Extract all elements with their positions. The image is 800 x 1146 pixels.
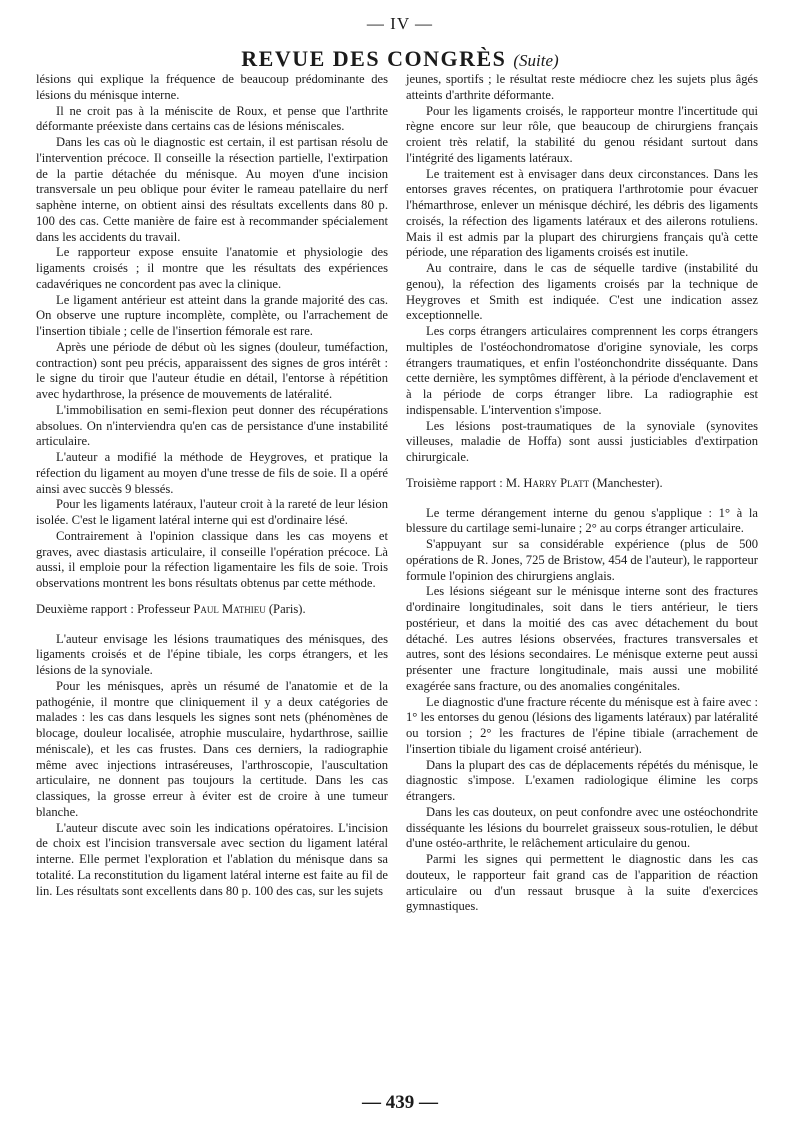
running-head-suffix: (Suite) bbox=[513, 51, 559, 70]
reporter-name: Harry Platt bbox=[523, 475, 590, 490]
reporter-city: (Manchester). bbox=[589, 475, 663, 490]
paragraph: L'immobilisation en semi-flexion peut donner des récupérations absolues. On n'interviendra qu'en cas de persistance d'une instabilité articulaire. bbox=[36, 402, 388, 449]
paragraph: Les lésions siégeant sur le ménisque interne sont des fractures d'ordinaire longitudinales, soit dans le tiers antérieur, le tiers postérieur, et dans la moitié des cas avec détachement du bout détaché. Les autres lésions observées, fractures transversales et autres, sont des lésions secondaires. Le ménisque externe peut aussi présenter une fracture longitudinale, mais aussi une mobilité exagérée sans fracture, ou des anomalies congénitales. bbox=[406, 584, 758, 693]
reporter-name: Paul Mathieu bbox=[193, 601, 266, 616]
paragraph: Pour les ligaments croisés, le rapporteur montre l'incertitude qui règne encore sur leur rôle, que beaucoup de chirurgiens français croient très relatif, la stabilité du genou résidant surtout dans l'intégrité des ligaments latéraux. bbox=[406, 103, 758, 165]
paragraph: Le terme dérangement interne du genou s'applique : 1° à la blessure du cartilage semi-lunaire ; 2° au corps étranger articulaire. bbox=[406, 505, 758, 536]
page-number: — 439 — bbox=[362, 1092, 438, 1113]
paragraph: Il ne croit pas à la méniscite de Roux, et pense que l'arthrite déformante préexiste dans certains cas de lésions méniscales. bbox=[36, 103, 388, 134]
report-heading-prefix: Deuxième rapport : Professeur bbox=[36, 601, 194, 616]
paragraph: Les lésions post-traumatiques de la synoviale (synovites villeuses, maladie de Hoffa) sont aussi justiciables d'extirpation chirurgicale. bbox=[406, 418, 758, 464]
paragraph: L'auteur a modifié la méthode de Heygroves, et pratique la réfection du ligament au moyen d'une tresse de fils de soie. Il a opéré ainsi avec succès 9 blessés. bbox=[36, 450, 388, 496]
paragraph: Les corps étrangers articulaires comprennent les corps étrangers multiples de l'ostéochondromatose d'origine synoviale, les corps étrangers traumatiques, et enfin l'ostéonchondrite disséquante. Dans cette dernière, les symptômes diffèrent, à la période d'enclavement et à la période de corps étranger libre. La radiographie est indispensable. L'intervention s'impose. bbox=[406, 324, 758, 417]
paragraph: jeunes, sportifs ; le résultat reste médiocre chez les sujets plus âgés atteints d'arthrite déformante. bbox=[406, 72, 758, 102]
running-head-title: REVUE DES CONGRÈS bbox=[241, 46, 507, 71]
paragraph: Le diagnostic d'une fracture récente du ménisque est à faire avec : 1° les entorses du genou (lésions des ligaments latéraux) par latéralité ou torsion ; 2° les fractures de l'épine tibiale (arrachement de l'insertion tibiale du ligament croisé antérieur). bbox=[406, 694, 758, 756]
page-roman-numeral: — IV — bbox=[366, 14, 434, 33]
left-column bbox=[36, 72, 388, 899]
running-head bbox=[0, 46, 800, 72]
paragraph: Dans les cas où le diagnostic est certain, il est partisan résolu de l'intervention précoce. Il conseille la résection partielle, l'extirpation de la partie détachée du ménisque. Au moyen d'une incision transversale un peu oblique pour éviter le rameau patellaire du nerf saphène interne, on obtient ainsi des résultats excellents dans 80 p. 100 des cas. Cette manière de faire est à recommander spécialement dans les accidents du travail. bbox=[36, 135, 388, 244]
paragraph: S'appuyant sur sa considérable expérience (plus de 500 opérations de R. Jones, 725 de Bristow, 454 de l'auteur), le rapporteur formule l'opinion des chirurgiens anglais. bbox=[406, 537, 758, 583]
right-column bbox=[406, 72, 758, 915]
paragraph: Dans les cas douteux, on peut confondre avec une ostéochondrite disséquante les lésions du bourrelet graisseux sous-rotulien, le début d'une ostéo-arthrite, le relâchement articulaire du genou. bbox=[406, 804, 758, 851]
paragraph: L'auteur envisage les lésions traumatiques des ménisques, des ligaments croisés et de l'épine tibiale, les corps étrangers, et les lésions de la synoviale. bbox=[36, 631, 388, 677]
paragraph: lésions qui explique la fréquence de beaucoup prédominante des lésions du ménisque interne. bbox=[36, 72, 388, 102]
paragraph: Le rapporteur expose ensuite l'anatomie et physiologie des ligaments croisés ; il montre que les résultats des expériences cadavériques ne concordent pas avec la clinique. bbox=[36, 245, 388, 291]
report-heading-prefix: Troisième rapport : M. bbox=[406, 475, 524, 490]
paragraph: L'auteur discute avec soin les indications opératoires. L'incision de choix est l'incision transversale avec section du ligament latéral interne. Elle permet l'exploration et l'ablation du ménisque dans sa totalité. La reconstitution du ligament latéral interne est faite au fil de lin. Les résultats sont excellents dans 80 p. 100 des cas, sur les sujets bbox=[36, 820, 388, 898]
paragraph: Pour les ligaments latéraux, l'auteur croit à la rareté de leur lésion isolée. C'est le ligament latéral interne qui est d'ordinaire lésé. bbox=[36, 497, 388, 527]
paragraph: Le traitement est à envisager dans deux circonstances. Dans les entorses graves récentes, on pratiquera l'arthrotomie pour évacuer l'hémarthrose, enlever un ménisque déchiré, les débris des ligaments croisés, la réfection des ligaments latéraux et des ailerons rotuliens. Mais il est admis par la plupart des chirurgiens français qu'à cette période, une réparation des ligaments croisés est inutile. bbox=[406, 166, 758, 260]
paragraph: Pour les ménisques, après un résumé de l'anatomie et de la pathogénie, il montre que cliniquement il y a deux catégories de malades : les cas dans lesquels les signes sont nets (phénomènes de blocage, douleur localisée, atrophie musculaire, hydarthrose, saillie méniscale), et les cas frustes. Dans ces derniers, la radiographie même avec injections intraséreuses, l'arthroscopie, l'auscultation articulaire, ne donnent pas toujours la certitude. Dans les cas classiques, la grosse erreur à éviter est de croire à une tumeur blanche. bbox=[36, 678, 388, 819]
paragraph: Dans la plupart des cas de déplacements répétés du ménisque, le diagnostic s'impose. L'examen radiologique élimine les corps étrangers. bbox=[406, 757, 758, 803]
third-report-heading bbox=[406, 476, 758, 492]
paragraph: Le ligament antérieur est atteint dans la grande majorité des cas. On observe une rupture incomplète, complète, ou l'arrachement de l'insertion tibiale ; celle de l'insertion fémorale est rare. bbox=[36, 292, 388, 338]
paragraph: Parmi les signes qui permettent le diagnostic dans les cas douteux, le rapporteur fait grand cas de l'apparition de réaction articulaire ou d'un ressaut brusque à la suite d'exercices gymnastiques. bbox=[406, 852, 758, 914]
paragraph: Contrairement à l'opinion classique dans les cas moyens et graves, avec diastasis articulaire, il conseille l'opération précoce. Là aussi, il emploie pour la réfection ligamentaire les fils de soie. Trois observations montrent les bons résultats obtenus par cette méthode. bbox=[36, 528, 388, 590]
second-report-heading bbox=[36, 602, 388, 618]
reporter-city: (Paris). bbox=[265, 601, 306, 616]
paragraph: Après une période de début où les signes (douleur, tuméfaction, contraction) sont peu précis, apparaissent des signes de gros intérêt : le signe du tiroir que l'auteur étudie en détail, l'entorse à répétition avec hydarthrose, la présence de mouvements de latéralité. bbox=[36, 339, 388, 401]
paragraph: Au contraire, dans le cas de séquelle tardive (instabilité du genou), la réfection des ligaments croisés par la technique de Heygroves et Smith est indiquée. C'est une indication assez exceptionnelle. bbox=[406, 261, 758, 323]
